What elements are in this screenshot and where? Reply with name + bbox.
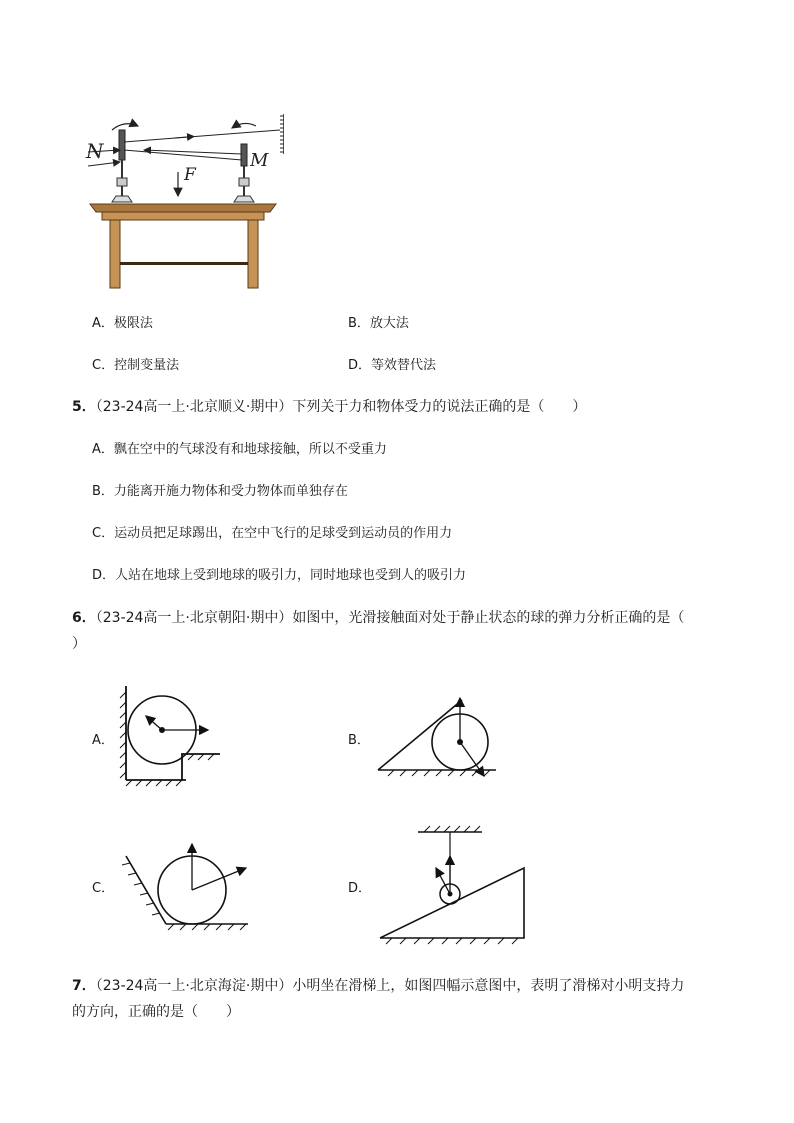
option-text: 运动员把足球踢出，在空中飞行的足球受到运动员的作用力 — [114, 526, 453, 541]
q6-option-c-letter: C． — [92, 881, 115, 896]
question-number: 5． — [72, 399, 96, 415]
q5-option-c — [92, 524, 452, 544]
option-text: 放大法 — [369, 316, 409, 331]
mirror-table-figure — [84, 108, 284, 293]
option-letter: B． — [92, 484, 114, 499]
option-letter: C． — [92, 526, 115, 541]
q6-figure-d — [372, 822, 532, 948]
q6-option-d-letter: D． — [348, 881, 372, 896]
q5-option-b — [92, 482, 348, 502]
q5-option-a — [92, 440, 387, 460]
q4-option-b — [348, 314, 409, 334]
q6-option-b-letter: B． — [348, 733, 370, 748]
label-f: F — [184, 165, 196, 185]
option-letter: D． — [348, 358, 372, 373]
q5-stem — [72, 397, 586, 417]
option-letter: B． — [348, 316, 370, 331]
question-number: 6． — [72, 610, 96, 626]
option-letter: C． — [92, 358, 115, 373]
option-letter: A． — [92, 442, 114, 457]
option-text: 人站在地球上受到地球的吸引力，同时地球也受到人的吸引力 — [115, 568, 467, 583]
q4-option-a — [92, 314, 153, 334]
option-text: 极限法 — [113, 316, 153, 331]
q6-figure-c — [116, 838, 256, 938]
q7-stem-line1 — [72, 976, 684, 996]
question-text: （23-24高一上·北京海淀·期中）小明坐在滑梯上，如图四幅示意图中，表明了滑梯对小明支持力 — [95, 978, 685, 994]
question-number: 7． — [72, 978, 96, 994]
q6-figure-b — [372, 692, 504, 784]
q5-option-d — [92, 566, 466, 586]
q6-option-a-letter: A． — [92, 733, 114, 748]
q6-stem-line2: ） — [72, 636, 86, 652]
question-text: （23-24高一上·北京顺义·期中）下列关于力和物体受力的说法正确的是（ ） — [95, 399, 587, 415]
option-text: 控制变量法 — [114, 358, 180, 373]
q7-stem-line2: 的方向，正确的是（ ） — [72, 1004, 240, 1020]
q6-stem-line1 — [72, 608, 684, 628]
option-text: 等效替代法 — [371, 358, 437, 373]
question-text: （23-24高一上·北京朝阳·期中）如图中，光滑接触面对处于静止状态的球的弹力分析正确的是（ — [95, 610, 685, 626]
option-letter: A． — [92, 316, 114, 331]
q6-figure-a — [116, 682, 226, 794]
option-text: 力能离开施力物体和受力物体而单独存在 — [113, 484, 348, 499]
label-n: N — [86, 139, 104, 163]
option-text: 飘在空中的气球没有和地球接触，所以不受重力 — [113, 442, 387, 457]
q4-option-d — [348, 356, 436, 376]
option-letter: D． — [92, 568, 116, 583]
label-m: M — [250, 150, 269, 171]
q4-option-c — [92, 356, 179, 376]
